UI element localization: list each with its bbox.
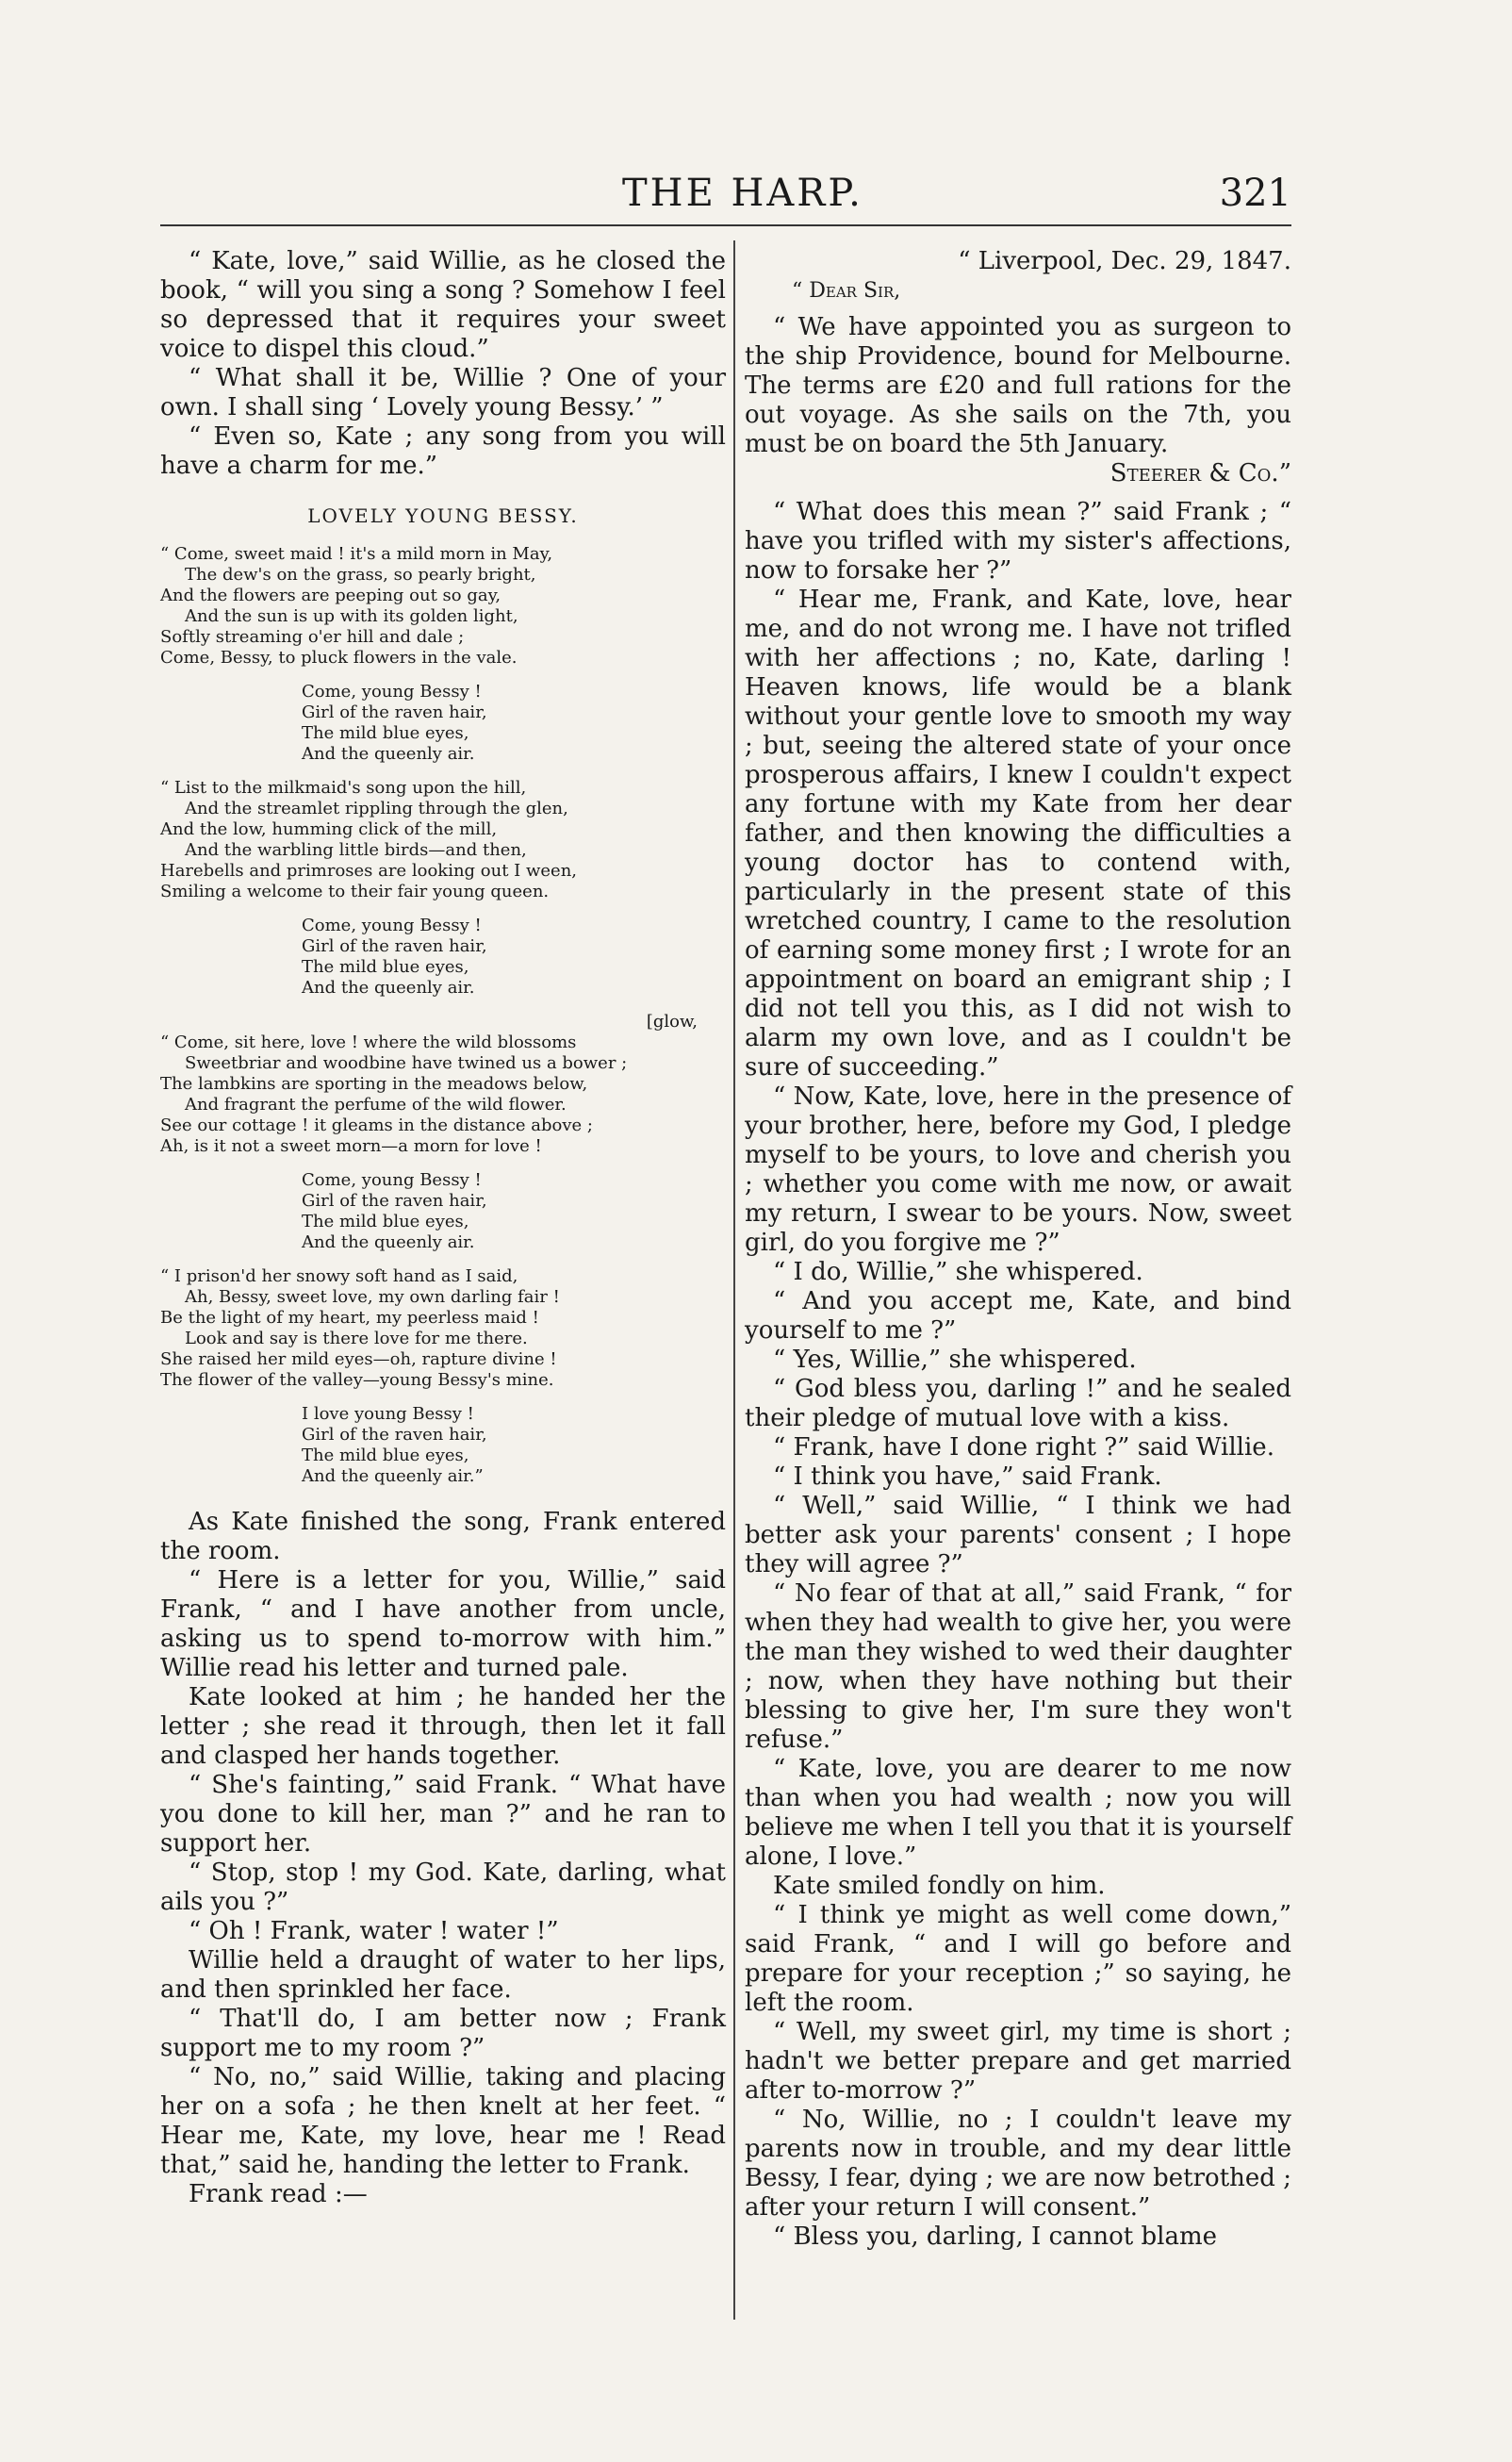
poem-line: And the warbling little birds—and then,: [185, 840, 527, 860]
stanza: [160, 778, 726, 902]
stanza: [160, 1266, 726, 1391]
paragraph: Kate smiled fondly on him.: [773, 1872, 1106, 1900]
paragraph: “ And you accept me, Kate, and bind yourself to me ?”: [745, 1287, 1291, 1345]
paragraph: “ No, no,” said Willie, taking and placing her on a sofa ; he then knelt at her feet. “ Hear me, Kate, my love, hear me ! Read that,” said he, handing the letter to Frank.: [160, 2063, 726, 2179]
paragraph: “ Now, Kate, love, here in the presence of your brother, here, before my God, I pledge myself to be yours, to love and cherish you ; whether you come with me now, or await my return, I swear to be yours. Now, sweet girl, do you forgive me ?”: [745, 1082, 1291, 1257]
stanza: [160, 544, 726, 669]
paragraph: Frank read :—: [189, 2180, 368, 2208]
poem-line: Come, young Bessy !: [302, 916, 482, 935]
poem-line: And the queenly air.: [302, 1232, 475, 1252]
poem-line: Smiling a welcome to their fair young queen.: [160, 882, 550, 901]
poem-line: The mild blue eyes,: [302, 1446, 469, 1465]
poem-line: Girl of the raven hair,: [302, 1191, 487, 1211]
paragraph: “ What shall it be, Willie ? One of your own. I shall sing ‘ Lovely young Bessy.’ ”: [160, 364, 726, 421]
poem-line: And the queenly air.: [302, 744, 475, 764]
poem-line: The lambkins are sporting in the meadows below,: [160, 1074, 588, 1094]
page-number: 321: [1219, 172, 1291, 215]
poem: [160, 544, 726, 1487]
poem-line: And the queenly air.: [302, 978, 475, 998]
letter-signature: Steerer & Co.”: [1109, 459, 1291, 487]
paragraph: “ Kate, love, you are dearer to me now than when you had wealth ; now you will believe me when I tell you that it is yourself alone, I love.”: [745, 1755, 1291, 1871]
poem-line: “ List to the milkmaid's song upon the hill,: [160, 778, 527, 798]
paragraph: “ I do, Willie,” she whispered.: [773, 1258, 1143, 1286]
poem-line: Ah, Bessy, sweet love, my own darling fair !: [185, 1287, 560, 1307]
paragraph: As Kate finished the song, Frank entered the room.: [160, 1508, 726, 1565]
paragraph: “ Well, my sweet girl, my time is short ; hadn't we better prepare and get married after to-morrow ?”: [745, 2018, 1291, 2105]
poem-line: Sweetbriar and woodbine have twined us a bower ;: [185, 1053, 628, 1073]
right-column: [745, 247, 1291, 2252]
paragraph: “ She's fainting,” said Frank. “ What have you done to kill her, man ?” and he ran to support her.: [160, 1771, 726, 1858]
poem-line: And the sun is up with its golden light,: [185, 606, 518, 626]
poem-line: Softly streaming o'er hill and dale ;: [160, 627, 465, 647]
poem-line: And the streamlet rippling through the glen,: [185, 799, 568, 818]
column-divider: [733, 240, 735, 2320]
poem-line: Be the light of my heart, my peerless maid !: [160, 1308, 539, 1328]
running-title: THE HARP.: [622, 172, 863, 215]
refrain: [160, 682, 726, 765]
paragraph: “ God bless you, darling !” and he sealed their pledge of mutual love with a kiss.: [745, 1375, 1291, 1432]
poem-line: Girl of the raven hair,: [302, 936, 487, 956]
paragraph: Kate looked at him ; he handed her the letter ; she read it through, then let it fall and clasped her hands together.: [160, 1683, 726, 1770]
poem-line: Come, young Bessy !: [302, 682, 482, 702]
poem-title: LOVELY YOUNG BESSY.: [307, 504, 579, 527]
poem-line: See our cottage ! it gleams in the distance above ;: [160, 1115, 593, 1135]
poem-line: The mild blue eyes,: [302, 957, 469, 977]
paragraph: “ Here is a letter for you, Willie,” said Frank, “ and I have another from uncle, asking us to spend to-morrow with him.” Willie read his letter and turned pale.: [160, 1566, 726, 1682]
paragraph: “ Stop, stop ! my God. Kate, darling, what ails you ?”: [160, 1859, 726, 1916]
poem-line: The flower of the valley—young Bessy's mine.: [160, 1370, 554, 1390]
letter-body: “ We have appointed you as surgeon to the ship Providence, bound for Melbourne. The terms are £20 and full rations for the out voyage. As she sails on the 7th, you must be on board the 5th January.: [745, 313, 1291, 458]
left-column: [160, 247, 726, 2209]
poem-line: I love young Bessy !: [302, 1404, 474, 1424]
stanza: [160, 1012, 726, 1157]
poem-line: Come, young Bessy !: [302, 1170, 482, 1190]
poem-line: The dew's on the grass, so pearly bright,: [185, 565, 536, 585]
paragraph: “ Bless you, darling, I cannot blame: [773, 2222, 1218, 2251]
paragraph: “ That'll do, I am better now ; Frank support me to my room ?”: [160, 2005, 726, 2062]
poem-line-tag: [glow,: [646, 1012, 698, 1032]
paragraph: “ What does this mean ?” said Frank ; “ have you trifled with my sister's affections, now to forsake her ?”: [745, 498, 1291, 585]
paragraph: Willie held a draught of water to her lips, and then sprinkled her face.: [160, 1946, 726, 2004]
refrain: [160, 916, 726, 999]
poem-line: The mild blue eyes,: [302, 1212, 469, 1231]
poem-line: And the flowers are peeping out so gay,: [160, 586, 501, 605]
poem-line: Girl of the raven hair,: [302, 702, 487, 722]
poem-line: She raised her mild eyes—oh, rapture divine !: [160, 1349, 557, 1369]
paragraph: “ Frank, have I done right ?” said Willie.: [773, 1433, 1274, 1462]
paragraph: “ Kate, love,” said Willie, as he closed the book, “ will you sing a song ? Somehow I feel so depressed that it requires your sweet voice to dispel this cloud.”: [160, 247, 726, 363]
paragraph: “ Oh ! Frank, water ! water !”: [189, 1917, 559, 1945]
poem-line: Look and say is there love for me there.: [185, 1329, 528, 1348]
poem-line: “ Come, sweet maid ! it's a mild morn in May,: [160, 544, 553, 564]
poem-line: “ I prison'd her snowy soft hand as I said,: [160, 1266, 518, 1286]
poem-line: “ Come, sit here, love ! where the wild blossoms: [160, 1033, 577, 1052]
poem-line: The mild blue eyes,: [302, 723, 469, 743]
refrain: [160, 1404, 726, 1487]
paragraph: “ Even so, Kate ; any song from you will have a charm for me.”: [160, 422, 726, 480]
poem-line: Girl of the raven hair,: [302, 1425, 487, 1445]
paragraph: “ No fear of that at all,” said Frank, “ for when they had wealth to give her, you were the man they wished to wed their daughter ; now, when they have nothing but their blessing to give her, I'm sure they won't refuse.”: [745, 1579, 1291, 1754]
poem-line: And the low, humming click of the mill,: [160, 819, 498, 839]
letter-date: “ Liverpool, Dec. 29, 1847.: [958, 247, 1291, 275]
refrain: [160, 1170, 726, 1253]
paragraph: “ I think you have,” said Frank.: [773, 1462, 1162, 1491]
paragraph: “ No, Willie, no ; I couldn't leave my parents now in trouble, and my dear little Bessy, I fear, dying ; we are now betrothed ; after your return I will consent.”: [745, 2106, 1291, 2222]
poem-line: And the queenly air.”: [302, 1466, 484, 1486]
paragraph: “ Yes, Willie,” she whispered.: [773, 1346, 1137, 1374]
poem-line: Come, Bessy, to pluck flowers in the vale.: [160, 648, 518, 668]
paragraph: “ Well,” said Willie, “ I think we had better ask your parents' consent ; I hope they will agree ?”: [745, 1492, 1291, 1578]
paragraph: “ Hear me, Frank, and Kate, love, hear me, and do not wrong me. I have not trifled with her affections ; no, Kate, darling ! Heaven knows, life would be a blank without your gentle love to smooth my way ; but, seeing the altered state of your once prosperous affairs, I knew I couldn't expect any fortune with my Kate from her dear father, and then knowing the difficulties a young doctor has to contend with, particularly in the present state of this wretched country, I came to the resolution of earning some money first ; I wrote for an appointment on board an emigrant ship ; I did not tell you this, as I did not wish to alarm my own love, and as I couldn't be sure of succeeding.”: [745, 586, 1291, 1082]
poem-line: And fragrant the perfume of the wild flower.: [185, 1095, 567, 1115]
header-rule: [160, 224, 1291, 226]
page-header: [160, 172, 1291, 228]
poem-line: Harebells and primroses are looking out I ween,: [160, 861, 578, 881]
paragraph: “ I think ye might as well come down,” said Frank, “ and I will go before and prepare for your reception ;” so saying, he left the room.: [745, 1901, 1291, 2017]
letter-salutation: “ Dear Sir,: [792, 279, 901, 303]
poem-line: Ah, is it not a sweet morn—a morn for love !: [160, 1136, 542, 1156]
